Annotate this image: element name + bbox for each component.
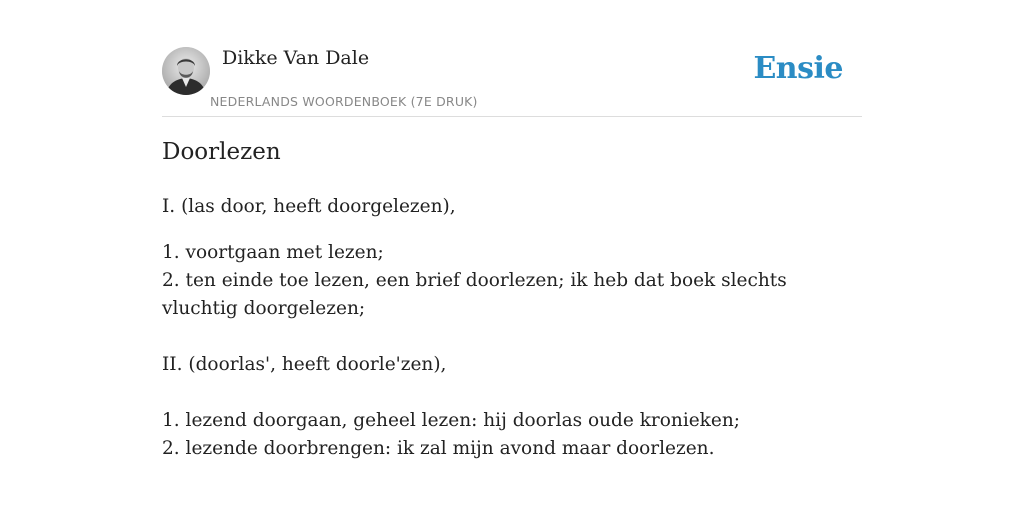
sense-1-item-1: 1. voortgaan met lezen; xyxy=(162,242,384,263)
spacer xyxy=(162,323,842,351)
sense-1-item-2: 2. ten einde toe lezen, een brief doorlezen; ik heb dat boek slechts vluchtig doorgelezen; xyxy=(162,270,787,319)
spacer xyxy=(162,379,842,407)
ensie-logo[interactable]: Ensie xyxy=(753,51,843,86)
sense-2-item-1: 1. lezend doorgaan, geheel lezen: hij doorlas oude kronieken; xyxy=(162,410,740,431)
sense-2-header: II. (doorlas', heeft doorle'zen), xyxy=(162,354,447,375)
author-name[interactable]: Dikke Van Dale xyxy=(222,47,370,69)
dictionary-source[interactable]: NEDERLANDS WOORDENBOEK (7E DRUK) xyxy=(210,94,478,109)
sense-1-header: I. (las door, heeft doorgelezen), xyxy=(162,196,456,217)
sense-2-item-2: 2. lezende doorbrengen: ik zal mijn avond maar doorlezen. xyxy=(162,438,715,459)
entry-title: Doorlezen xyxy=(162,139,281,165)
spacer xyxy=(162,221,842,239)
entry-header xyxy=(162,44,862,117)
avatar[interactable] xyxy=(162,47,210,95)
portrait-icon xyxy=(162,47,210,95)
definition-body xyxy=(162,193,842,463)
